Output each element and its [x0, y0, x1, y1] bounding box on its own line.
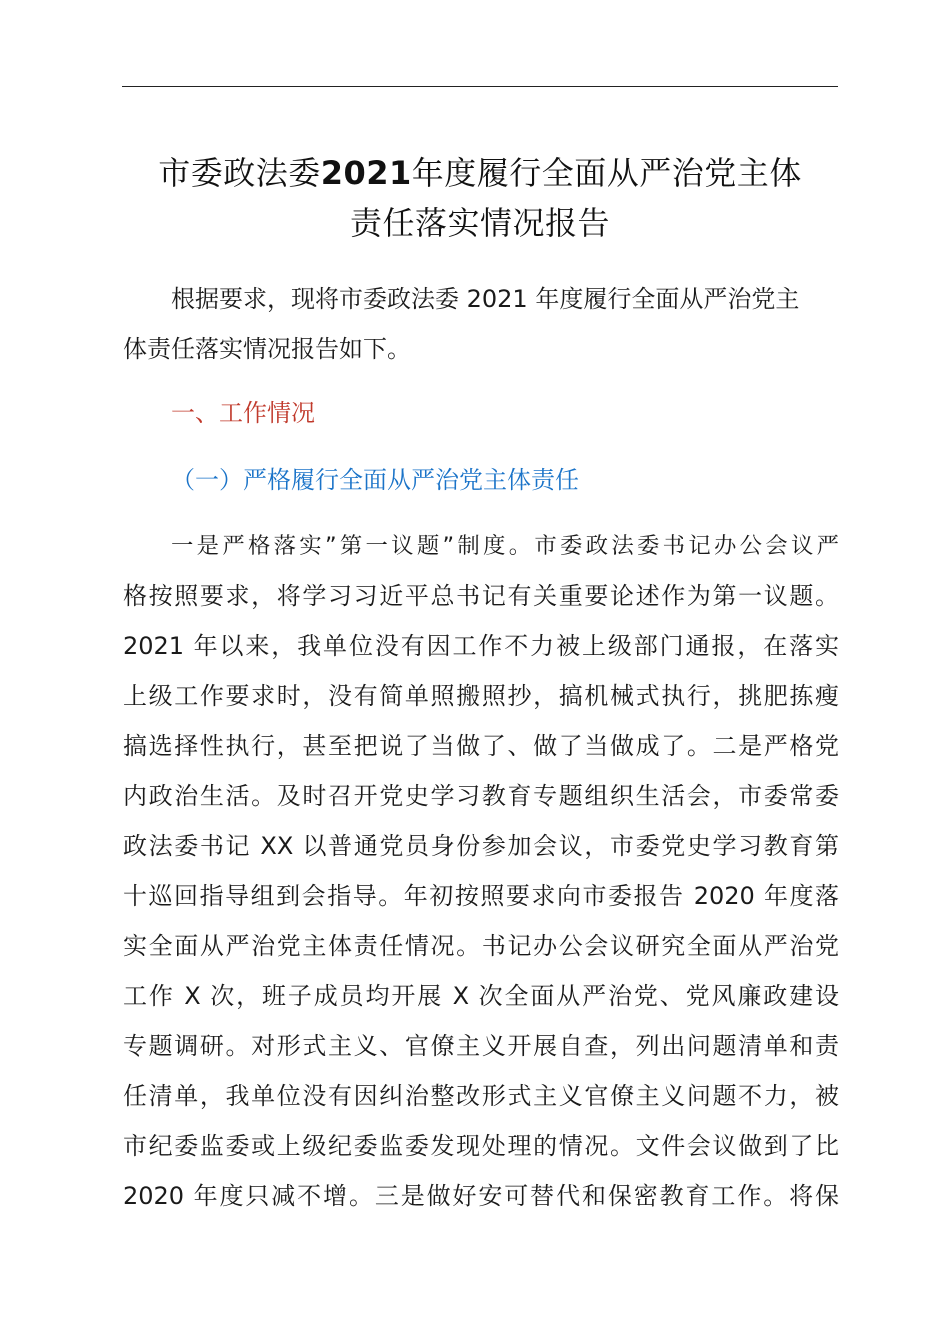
- title-suffix: 年度履行全面从严治党主体: [411, 154, 802, 192]
- subsection-heading: （一）严格履行全面从严治党主体责任: [171, 466, 579, 494]
- intro-line-2: 体责任落实情况报告如下。: [123, 335, 411, 363]
- body-line: 搞选择性执行，甚至把说了当做了、做了当做成了。二是严格党: [123, 732, 839, 760]
- body-line: 格按照要求，将学习习近平总书记有关重要论述作为第一议题。: [123, 582, 839, 610]
- title-line-2: 责任落实情况报告: [349, 204, 610, 242]
- body-line: 上级工作要求时，没有简单照搬照抄，搞机械式执行，挑肥拣瘦: [123, 682, 839, 710]
- body-line: 2021 年以来，我单位没有因工作不力被上级部门通报，在落实: [123, 632, 839, 660]
- header-rule: [122, 86, 838, 87]
- body-line: 专题调研。对形式主义、官僚主义开展自查，列出问题清单和责: [123, 1032, 839, 1060]
- body-line: 工作 X 次，班子成员均开展 X 次全面从严治党、党风廉政建设: [123, 982, 839, 1010]
- title-prefix: 市委政法委: [158, 154, 321, 192]
- body-paragraph: [123, 521, 839, 1221]
- body-line: 一是严格落实”第一议题”制度。市委政法委书记办公会议严: [171, 533, 839, 559]
- intro-line-1: 根据要求，现将市委政法委 2021 年度履行全面从严治党主: [171, 285, 800, 313]
- body-line: 2020 年度只减不增。三是做好安可替代和保密教育工作。将保: [123, 1182, 839, 1210]
- body-line: 实全面从严治党主体责任情况。书记办公会议研究全面从严治党: [123, 932, 839, 960]
- body-line: 市纪委监委或上级纪委监委发现处理的情况。文件会议做到了比: [123, 1132, 839, 1160]
- body-line: 政法委书记 XX 以普通党员身份参加会议，市委党史学习教育第: [123, 832, 839, 860]
- body-line: 十巡回指导组到会指导。年初按照要求向市委报告 2020 年度落: [123, 882, 839, 910]
- document-title: [100, 148, 860, 248]
- intro-paragraph: [123, 274, 839, 374]
- body-line: 任清单，我单位没有因纠治整改形式主义官僚主义问题不力，被: [123, 1082, 839, 1110]
- body-line: 内政治生活。及时召开党史学习教育专题组织生活会，市委常委: [123, 782, 839, 810]
- title-year: 2021: [320, 154, 412, 192]
- section-heading: 一、工作情况: [171, 399, 315, 427]
